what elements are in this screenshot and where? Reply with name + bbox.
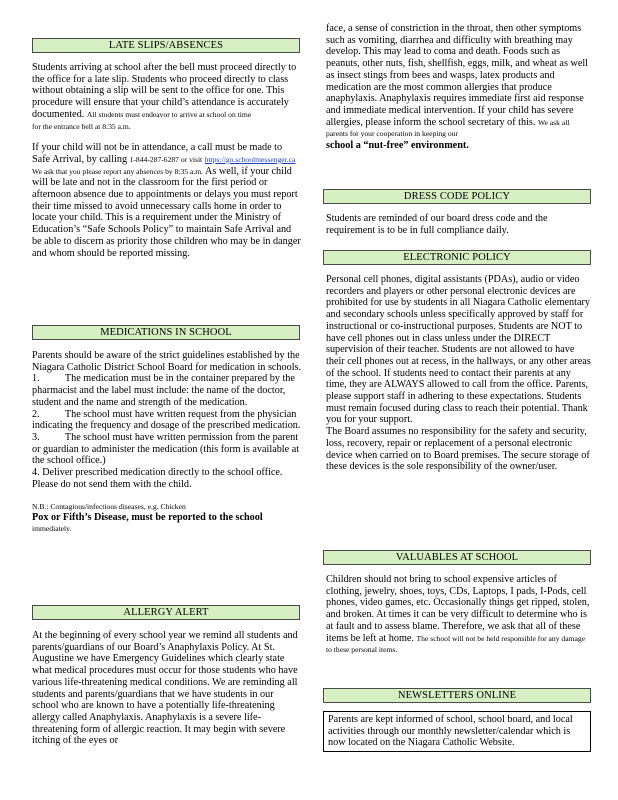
contagious-note-emphasis: Pox or Fifth’s Disease, must be reported to the school xyxy=(32,512,263,524)
late-slips-note-time: for the entrance bell at 8:35 a.m. xyxy=(32,121,131,131)
allergy-header: ALLERGY ALERT xyxy=(32,605,300,620)
electronic-liability-paragraph: The Board assumes no responsibility for the safety and security, loss, recovery, repair or replacement of a personal electronic device when carried on to Board premises. The secure storage of these devices is the sole responsibility of the owner/user. xyxy=(326,426,590,473)
late-slips-note: All students must endeavor to arrive at school on time xyxy=(86,109,252,119)
absence-paragraph-mid: must be made to Safe Arrival, by calling xyxy=(32,142,283,165)
valuables-liability-note: The school will not be held responsible for any damage to these personal items. xyxy=(326,633,586,655)
late-slips-text xyxy=(32,62,302,259)
contagious-note-end: immediately. xyxy=(32,524,72,534)
absence-paragraph-rest: As well, if your child will be late and not in the classroom for the first period or afternoon absence due to appointments or delays you must report their time missed to avoid unnecessary calls home in order to locate your child. This is a requirement under the Ministry of Education’s “Safe Schools Policy” to maintain Safe Arrival and be able to discern as priority those children who may be in danger and whom should be reported missing. xyxy=(32,165,301,259)
medications-header: MEDICATIONS IN SCHOOL xyxy=(32,325,300,340)
nut-free-note: We ask all parents for your cooperation in keeping our xyxy=(326,117,570,139)
valuables-text xyxy=(326,574,592,656)
valuables-paragraph: Children should not bring to school expensive articles of clothing, jewelry, shoes, toys, CDs, Laptops, I pads, I-Pods, cell phones, video games, etc. Occasionally things get ripped, stolen, and broken. At times it can be very difficult to determine who is at fault and to assess blame. Therefore, we ask that all of these items be left at home. xyxy=(326,574,590,644)
allergy-text: At the beginning of every school year we remind all students and parents/guardians of our Board’s Anaphylaxis Policy. At St. Augustine we have Emergency Guidelines which clearly state what medical procedures must occur for those students who have various life-threatening medical conditions. We are reminding all students and parents/guardians that we have students in our school who are known to have a potentially life-threatening allergy called Anaphylaxis. Anaphylaxis is a severe life-threatening form of allergic reaction. It may begin with severe itching of the eyes or xyxy=(32,630,298,747)
absence-paragraph-start: If your child will not be in attendance, a call xyxy=(32,142,213,154)
medications-intro: Parents should be aware of the strict guidelines established by the Niagara Catholic District School Board for medication in schools. xyxy=(32,350,302,373)
valuables-header: VALUABLES AT SCHOOL xyxy=(323,550,591,565)
newsletters-text: Parents are kept informed of school, school board, and local activities through our monthly newsletter/calendar which is now located on the Niagara Catholic Website. xyxy=(323,711,591,752)
contagious-note: N.B.: Contagious/infectious diseases, e.g. Chicken xyxy=(32,502,186,512)
electronic-policy-text xyxy=(326,274,592,473)
medications-item-2: 2. The school must have written request from the physician indicating the frequency and dosage of the prescribed medication. xyxy=(32,408,301,432)
electronic-policy-header: ELECTRONIC POLICY xyxy=(323,250,591,265)
medications-text xyxy=(32,350,302,534)
late-slips-header: LATE SLIPS/ABSENCES xyxy=(32,38,300,53)
medications-item-1: 1. The medication must be in the container prepared by the pharmacist and the label must include: the name of the doctor, student and the name and strength of the medication. xyxy=(32,373,298,408)
safe-arrival-phone: 1-844-287-6287 or visit xyxy=(129,154,203,164)
late-slips-paragraph: Students arriving at school after the bell must proceed directly to the office for a late slip. Students who proceed directly to class without obtaining a slip will be sent to the office for one. This procedure will ensure that your child’s attendance is accurately documented. xyxy=(32,62,297,120)
allergy-continued xyxy=(326,23,592,152)
dress-code-header: DRESS CODE POLICY xyxy=(323,189,591,204)
safe-arrival-link[interactable]: https://go.schoolmessenger.ca xyxy=(204,154,296,164)
electronic-policy-paragraph: Personal cell phones, digital assistants (PDAs), audio or video recorders and players or other personal electronic devices are prohibited for use by students in all Niagara Catholic elementary and secondary schools unless specifically approved by staff for instructional or co-instructional purposes. Students are NOT to have cell phones out in class unless under the DIRECT supervision of their teacher. Students are not allowed to have their cell phones out at recess, in the hallways, or any other areas of the school. If students need to contact their parents at any time, they are ALWAYS allowed to call from the office. Parents, please support staff in adhering to these expectations. Students must remain focused during class to reach their potential. Thank you for your support. xyxy=(326,274,591,426)
medications-item-4: 4. Deliver prescribed medication directly to the school office. Please do not send them with the child. xyxy=(32,467,283,490)
medications-item-3: 3. The school must have written permission from the parent or guardian to administer the medication (this form is available at the school office.) xyxy=(32,431,302,467)
absence-report-note: We ask that you please report any absences by 8:35 a.m. xyxy=(32,166,204,176)
newsletters-header: NEWSLETTERS ONLINE xyxy=(323,688,591,703)
nut-free-emphasis: school a “nut-free” environment. xyxy=(326,140,469,152)
dress-code-text: Students are reminded of our board dress code and the requirement is to be in full compliance daily. xyxy=(326,213,548,236)
allergy-continued-text: face, a sense of constriction in the throat, then other symptoms such as vomiting, diarrhea and difficulty with breathing may develop. This may lead to coma and death. Foods such as peanuts, other nuts, fish, shellfish, eggs, milk, and wheat as well as insect stings from bees and wasps, latex products and medication are the most common allergies that produce anaphylaxis. Anaphylaxis requires immediate first aid response and immediate medical intervention. If your child has severe allergies, please inform the school secretary of this. xyxy=(326,23,588,128)
